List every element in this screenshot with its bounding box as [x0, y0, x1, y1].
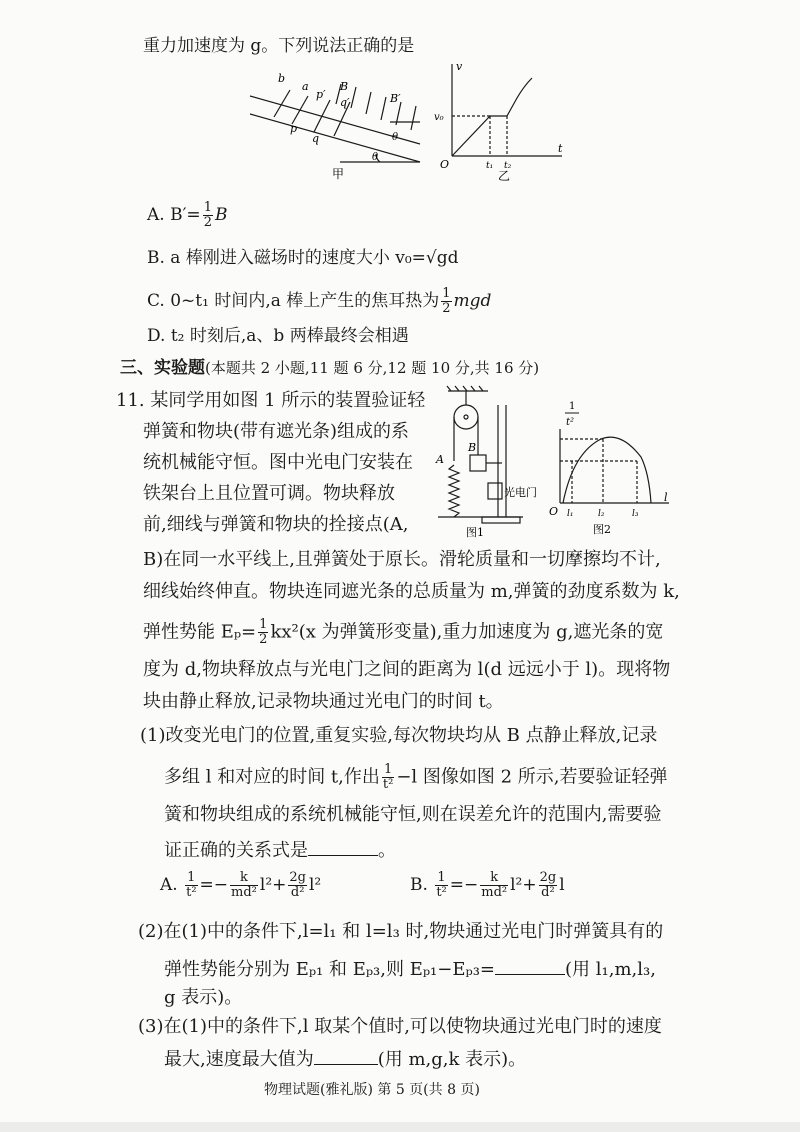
label-A: A	[436, 453, 444, 466]
q11-line-7: 细线始终伸直。物块连同遮光条的总质量为 m,弹簧的劲度系数为 k,	[143, 581, 680, 602]
q11-line-3: 统机械能守恒。图中光电门安装在	[143, 452, 413, 473]
label-q-prime: q′	[340, 96, 350, 109]
label-l-axis: l	[664, 491, 668, 504]
label-p: p	[290, 122, 298, 135]
rod-a	[292, 96, 308, 124]
label-v: v	[456, 60, 463, 73]
page-footer: 物理试题(雅礼版) 第 5 页(共 8 页)	[264, 1082, 480, 1098]
section-3-heading: 三、实验题(本题共 2 小题,11 题 6 分,12 题 10 分,共 16 分)	[120, 358, 540, 378]
label-t: t	[558, 142, 563, 155]
label-B-point: B	[468, 441, 477, 454]
q11-line-1: 11. 某同学用如图 1 所示的装置验证轻	[116, 390, 426, 411]
part1-line-2: 多组 l 和对应的时间 t,作出 $\frac{1}{\text{t²}}$ −l 图像如图 2 所示,若要验证轻弹	[164, 762, 668, 792]
q11-line-8: 弹性势能 Eₚ= $\frac{1}{2}$ kx²(x 为弹簧形变量),重力加速度为 g,遮光条的宽	[143, 617, 664, 647]
label-t2: t₂	[504, 161, 512, 171]
label-a: a	[302, 80, 309, 93]
caption-fig2: 图2	[593, 523, 611, 536]
label-theta-top: θ	[392, 132, 399, 143]
label-theta-bottom: θ	[372, 152, 379, 163]
option-a: A. B′= $\frac{1}{2}$ B	[147, 200, 228, 230]
label-p-prime: p′	[316, 88, 326, 101]
label-B-prime: B′	[390, 92, 401, 105]
label-O: O	[440, 158, 450, 171]
part1-option-b: B. $\frac{1}{\text{t²}}$ =− $\frac{k}{\text{md²}}$ l²+ $\frac{2g}{\text{d²}}$ l	[410, 870, 565, 900]
figure-yi	[432, 58, 572, 182]
q11-line-9: 度为 d,物块释放点与光电门之间的距离为 l(d 远远小于 l)。现将物	[143, 659, 671, 680]
answer-blank-2[interactable]	[495, 956, 565, 975]
label-t1: t₁	[486, 161, 494, 171]
caption-fig1: 图1	[466, 526, 484, 539]
y-axis-den: t²	[566, 417, 575, 428]
label-b: b	[278, 72, 286, 85]
caption-yi: 乙	[498, 169, 511, 182]
rail-p	[314, 100, 330, 132]
label-l1: l₁	[567, 509, 574, 519]
q11-line-4: 铁架台上且位置可调。物块释放	[143, 483, 395, 504]
label-l3: l₃	[632, 509, 639, 519]
caption-jia: 甲	[332, 167, 345, 181]
part3-line-2: 最大,速度最大值为 (用 m,g,k 表示)。	[164, 1046, 526, 1072]
part2-line-1: (2)在(1)中的条件下,l=l₁ 和 l=l₃ 时,物块通过光电门时弹簧具有的	[138, 921, 664, 942]
label-v0: v₀	[434, 112, 444, 123]
label-q: q	[312, 132, 320, 145]
part1-line-1: (1)改变光电门的位置,重复实验,每次物块均从 B 点静止释放,记录	[140, 725, 658, 746]
q11-line-5: 前,细线与弹簧和物块的拴接点(A,	[143, 514, 409, 535]
answer-blank-3[interactable]	[314, 1046, 378, 1065]
label-l2: l₂	[598, 509, 605, 519]
label-B: B	[340, 80, 349, 93]
option-b: B. a 棒刚进入磁场时的速度大小 v₀=√gd	[147, 248, 459, 268]
part1-line-4: 证正确的关系式是 。	[164, 837, 396, 863]
label-photogate: 光电门	[504, 486, 537, 499]
part2-line-2: 弹性势能分别为 Eₚ₁ 和 Eₚ₃,则 Eₚ₁−Eₚ₃= (用 l₁,m,l₃,	[164, 956, 656, 982]
label-O-fig2: O	[549, 505, 559, 518]
part3-line-1: (3)在(1)中的条件下,l 取某个值时,可以使物块通过光电门时的速度	[138, 1016, 662, 1037]
figure-1-apparatus	[418, 385, 543, 540]
part1-line-3: 簧和物块组成的系统机械能守恒,则在误差允许的范围内,需要验	[164, 804, 662, 825]
part2-line-3: g 表示)。	[164, 987, 243, 1008]
figure-2-graph	[545, 395, 675, 540]
option-c: C. 0~t₁ 时间内,a 棒上产生的焦耳热为 $\frac{1}{2}$ mgd	[147, 286, 492, 316]
answer-blank-1[interactable]	[308, 837, 378, 856]
scan-edge	[0, 1122, 800, 1132]
q11-line-2: 弹簧和物块(带有遮光条)组成的系	[143, 421, 410, 442]
y-axis-num: 1	[569, 401, 576, 412]
part1-option-a: A. $\frac{1}{\text{t²}}$ =− $\frac{k}{\text{md²}}$ l²+ $\frac{2g}{\text{d²}}$ l²	[160, 870, 322, 900]
q11-line-10: 块由静止释放,记录物块通过光电门的时间 t。	[143, 691, 504, 712]
intro-text: 重力加速度为 g。下列说法正确的是	[143, 36, 415, 56]
figure-jia	[240, 62, 440, 182]
option-d: D. t₂ 时刻后,a、b 两棒最终会相遇	[147, 326, 409, 346]
q11-line-6: B)在同一水平线上,且弹簧处于原长。滑轮质量和一切摩擦均不计,	[143, 549, 661, 570]
